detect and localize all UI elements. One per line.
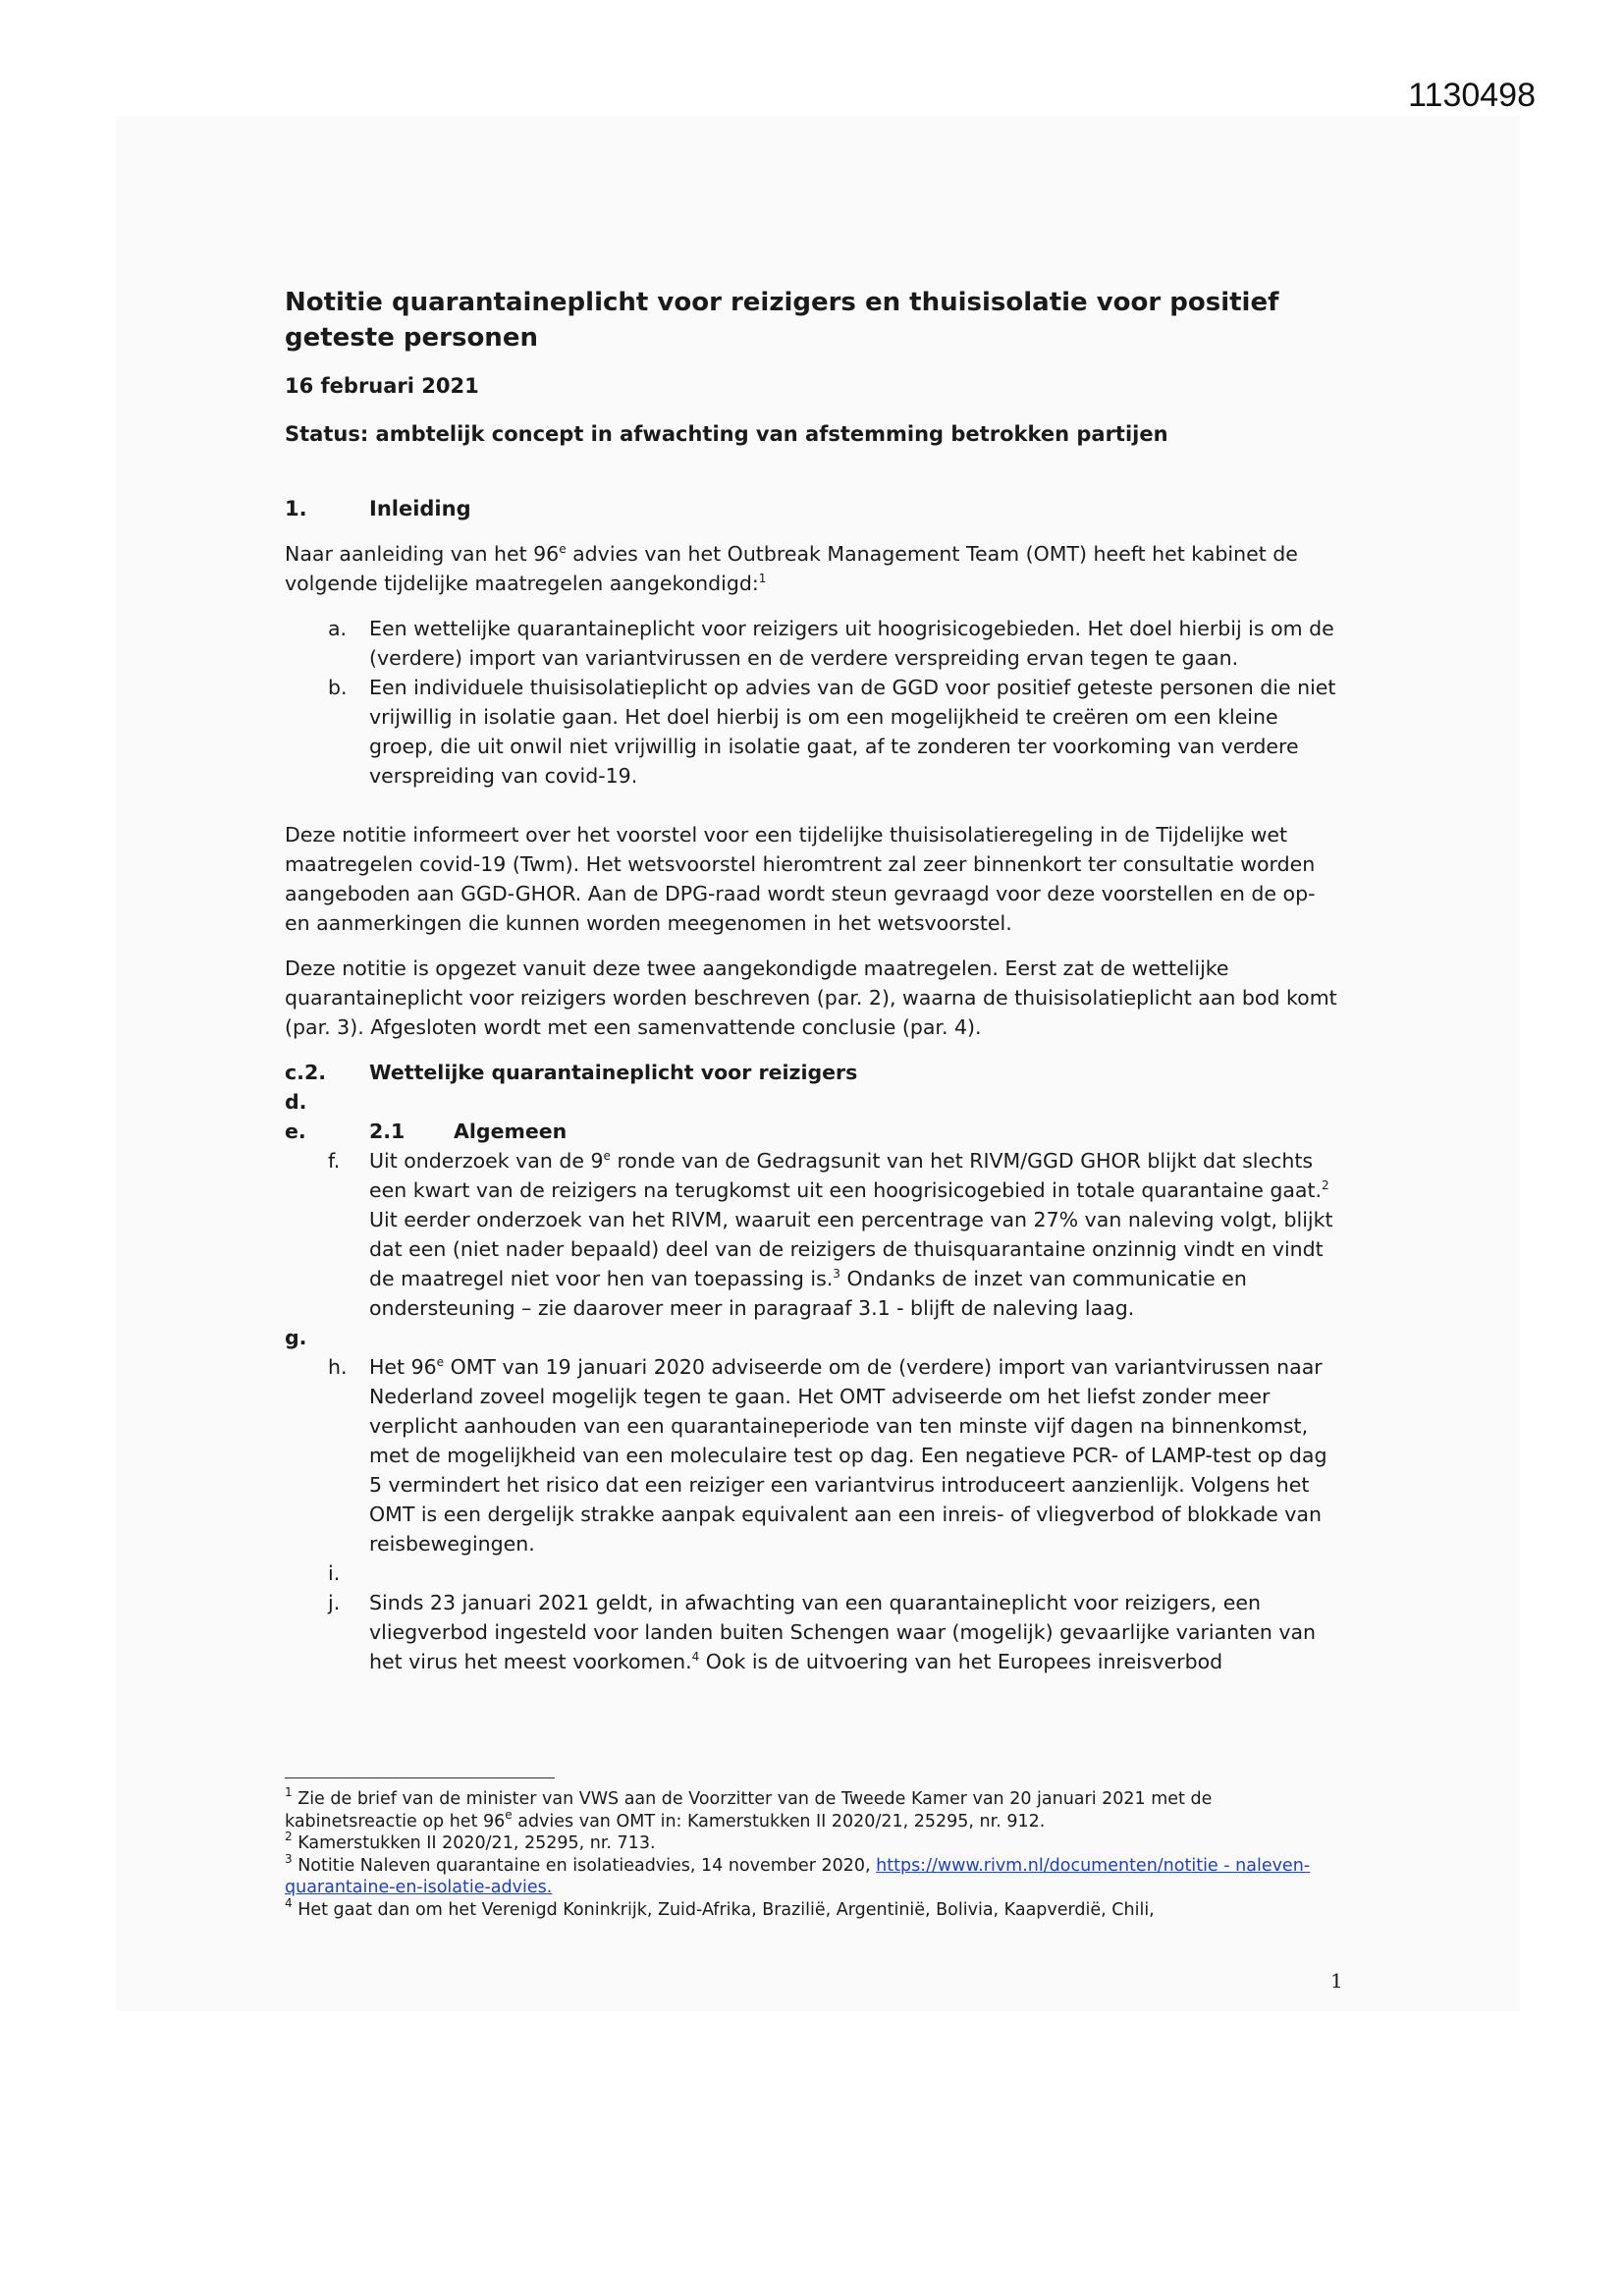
list-marker: g. (285, 1326, 307, 1349)
section-2-heading: c.2. Wettelijke quarantaineplicht voor reizigers (285, 1061, 858, 1084)
list-item: f. Uit onderzoek van de 9e ronde van de Gedragsunit van het RIVM/GGD GHOR blijkt dat slechts een kwart van de reizigers na terugkomst uit een hoogrisicogebied in totale quarantaine gaat.$^2$ Uit eerder onderzoek van het RIVM, waaruit een percentrage van 27% van naleving volgt, blijkt dat een (niet nader bepaald) deel van de reizigers de thuisquarantaine onzinnig vindt en vindt de maatregel niet voor hen van toepassing is.$^3$ Ondanks de inzet van communicatie en ondersteuning – zie daarover meer in paragraaf 3.1 - blijft de naleving laag. (328, 1149, 1333, 1320)
footnote-ref: 1 (758, 572, 767, 585)
footnote-2: $^2$ Kamerstukken II 2020/21, 25295, nr. 713. (285, 1830, 656, 1853)
document-title: Notitie quarantaineplicht voor reizigers en thuisisolatie voor positief geteste personen (285, 288, 1279, 353)
subsection-heading: e. 2.1 Algemeen (285, 1120, 568, 1143)
footnote-3: $^3$ Notitie Naleven quarantaine en isolatieadvies, 14 november 2020, https://www.rivm.nl/documenten/notitie - naleven-quarantaine-en-isolatie-advies. (285, 1851, 1311, 1897)
document-date: 16 februari 2021 (285, 374, 479, 398)
section-1-heading (285, 494, 1345, 523)
list-item: j. Sinds 23 januari 2021 geldt, in afwachting van een quarantaineplicht voor reizigers, een vliegverbod ingesteld voor landen buiten Schengen waar (mogelijk) gevaarlijke varianten van het virus het meest voorkomen.$^4$ Ook is de uitvoering van het Europees inreisverbod (328, 1591, 1317, 1673)
list-item: h. Het 96e OMT van 19 januari 2020 adviseerde om de (verdere) import van variantvirussen naar Nederland zoveel mogelijk tegen te gaan. Het OMT adviseerde om het liefst zonder meer verplicht aanhouden van een quarantaineperiode van ten minste vijf dagen na binnenkomst, met de mogelijkheid van een moleculaire test op dag. Een negatieve PCR- of LAMP-test op dag 5 vermindert het risico dat een reiziger een variantvirus introduceert aanzienlijk. Volgens het OMT is een dergelijk strakke aanpak equivalent aan een inreis- of vliegverbod of blokkade van reisbewegingen. (328, 1355, 1327, 1556)
rivm-link[interactable]: https://www.rivm.nl/documenten/notitie - naleven-quarantaine-en-isolatie-advies. (285, 1855, 1311, 1897)
page-number: 1 (1330, 1969, 1343, 1993)
document-id: 1130498 (1408, 77, 1536, 114)
document-body (285, 285, 1345, 1676)
section-2-list (285, 1352, 1345, 1676)
paragraph: Deze notitie informeert over het voorstel voor een tijdelijke thuisisolatieregeling in de Tijdelijke wet maatregelen covid-19 (Twm). Het wetsvoorstel hieromtrent zal zeer binnenkort ter consultatie worden aangeboden aan GGD-GHOR. Aan de DPG-raad wordt steun gevraagd voor deze voorstellen en de op- en aanmerkingen die kunnen worden meegenomen in het wetsvoorstel. (285, 823, 1316, 935)
measures-list (285, 614, 1345, 791)
section-number: 1. (285, 497, 307, 520)
paragraph: Deze notitie is opgezet vanuit deze twee aangekondigde maatregelen. Eerst zat de wettelijke quarantaineplicht voor reizigers worden beschreven (par. 2), waarna de thuisisolatieplicht aan bod komt (par. 3). Afgesloten wordt met een samenvattende conclusie (par. 4). (285, 957, 1337, 1039)
list-item: b. Een individuele thuisisolatieplicht op advies van de GGD voor positief geteste personen die niet vrijwillig in isolatie gaan. Het doel hierbij is om een mogelijkheid te creëren om een kleine groep, die uit onwil niet vrijwillig in isolatie gaat, af te zonderen ter voorkoming van verdere verspreiding van covid-19. (328, 676, 1336, 788)
section-2-list (285, 1146, 1345, 1323)
intro-paragraph: Naar aanleiding van het 96e advies van het Outbreak Management Team (OMT) heeft het kabinet de volgende tijdelijke maatregelen aangekondigd:$^1$ (285, 542, 1298, 595)
footnote-1: $^1$ Zie de brief van de minister van VWS aan de Voorzitter van de Tweede Kamer van 20 januari 2021 met de kabinetsreactie op het 96e advies van OMT in: Kamerstukken II 2020/21, 25295, nr. 912. (285, 1785, 1213, 1831)
footnotes (285, 1777, 1345, 1921)
footnote-divider (285, 1777, 555, 1778)
list-item: a. Een wettelijke quarantaineplicht voor reizigers uit hoogrisicogebieden. Het doel hierbij is om de (verdere) import van variantvirussen en de verdere verspreiding ervan tegen te gaan. (328, 617, 1334, 670)
list-marker: d. (285, 1090, 307, 1114)
document-status: Status: ambtelijk concept in afwachting van afstemming betrokken partijen (285, 422, 1168, 446)
footnote-4: $^4$ Het gaat dan om het Verenigd Koninkrijk, Zuid-Afrika, Brazilië, Argentinië, Bolivia, Kaapverdië, Chili, (285, 1895, 1155, 1920)
list-item: i. (328, 1561, 341, 1585)
section-title: Inleiding (369, 497, 471, 520)
